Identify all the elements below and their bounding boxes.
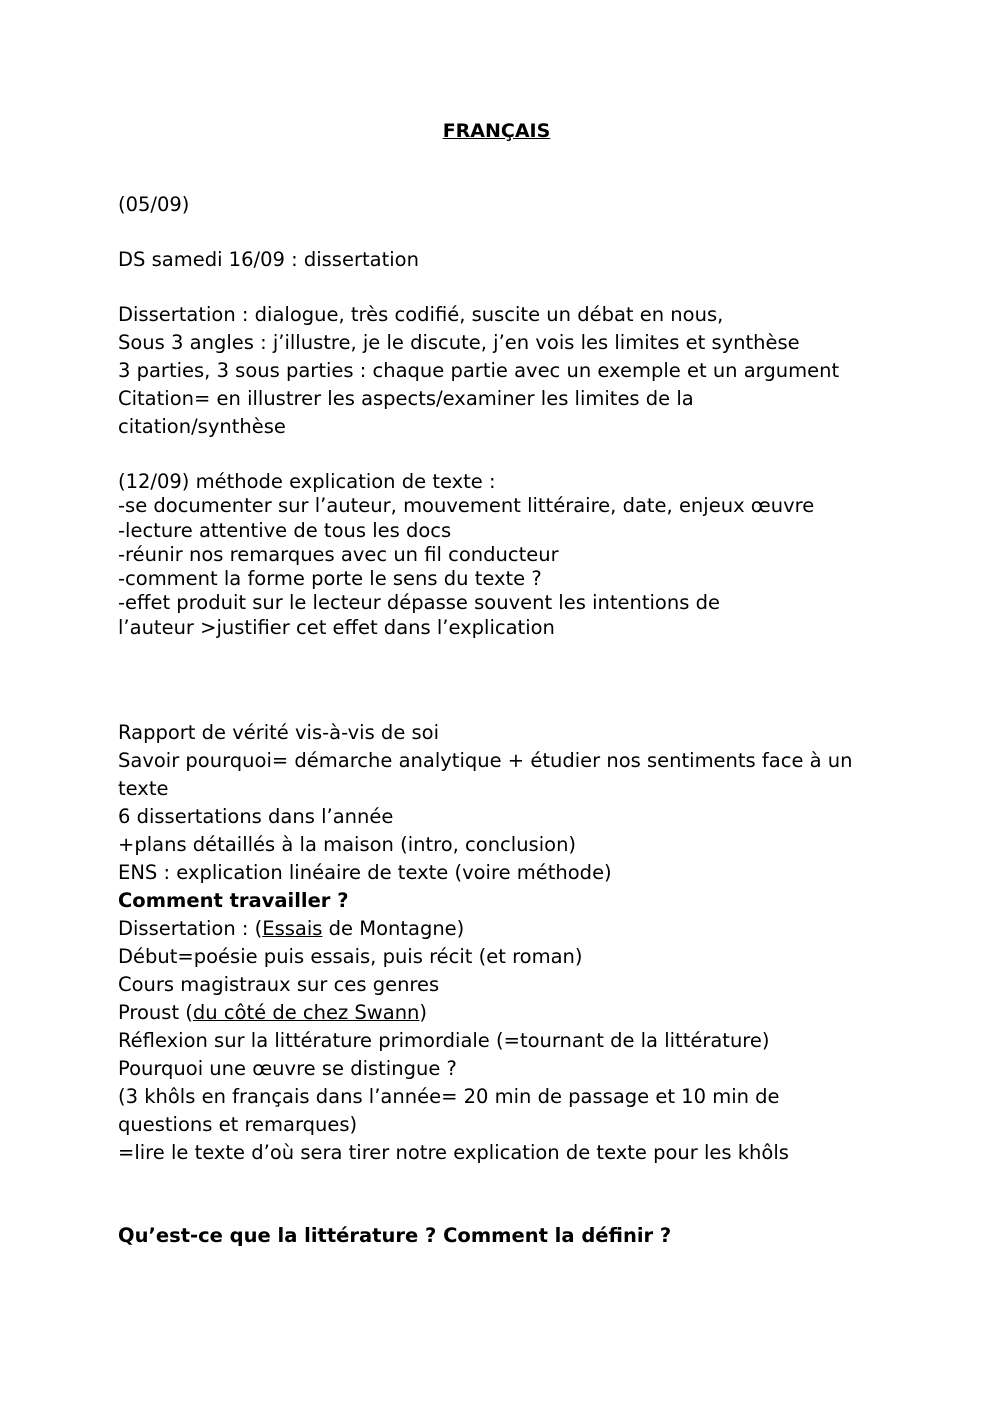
text-line: l’auteur >justifier cet effet dans l’explication	[118, 615, 555, 639]
ds-entry	[118, 246, 419, 274]
text-line: citation/synthèse	[118, 415, 286, 438]
question-text: Qu’est-ce que la littérature ? Comment la définir ?	[118, 1224, 672, 1247]
document-title: FRANÇAIS	[442, 120, 551, 142]
text-line: Cours magistraux sur ces genres	[118, 973, 440, 996]
text-segment: de Montagne)	[322, 917, 465, 940]
text-segment: )	[419, 1001, 428, 1024]
text-line: -effet produit sur le lecteur dépasse souvent les intentions de	[118, 591, 720, 615]
methode-section	[118, 470, 814, 640]
text-line: -comment la forme porte le sens du texte ?	[118, 567, 542, 591]
text-line: Pourquoi une œuvre se distingue ?	[118, 1057, 457, 1080]
notes-section	[118, 719, 853, 1167]
text-line: -se documenter sur l’auteur, mouvement littéraire, date, enjeux œuvre	[118, 494, 815, 518]
text-line: questions et remarques)	[118, 1113, 358, 1136]
dissertation-section	[118, 301, 839, 441]
text-line: (3 khôls en français dans l’année= 20 min de passage et 10 min de	[118, 1085, 780, 1108]
closing-question	[118, 1222, 671, 1250]
text-line: =lire le texte d’où sera tirer notre explication de texte pour les khôls	[118, 1141, 789, 1164]
text-line: (12/09) méthode explication de texte :	[118, 470, 496, 493]
book-title: du côté de chez Swann	[192, 1001, 420, 1024]
text-line: Rapport de vérité vis-à-vis de soi	[118, 721, 440, 744]
text-line: 6 dissertations dans l’année	[118, 805, 394, 828]
section-heading: Comment travailler ?	[118, 889, 349, 912]
text-line: Citation= en illustrer les aspects/examiner les limites de la	[118, 387, 694, 410]
book-title: Essais	[262, 917, 323, 940]
text-line: +plans détaillés à la maison (intro, conclusion)	[118, 833, 577, 856]
proust-line	[118, 999, 853, 1027]
text-line: Sous 3 angles : j’illustre, je le discute, j’en vois les limites et synthèse	[118, 331, 800, 354]
essais-line	[118, 915, 853, 943]
text-line: Début=poésie puis essais, puis récit (et roman)	[118, 945, 583, 968]
text-segment: Proust (	[118, 1001, 193, 1024]
date-entry	[118, 191, 189, 219]
text-line: ENS : explication linéaire de texte (voire méthode)	[118, 861, 612, 884]
date-text: (05/09)	[118, 193, 190, 216]
text-line: Dissertation : dialogue, très codifié, suscite un débat en nous,	[118, 303, 724, 326]
ds-text: DS samedi 16/09 : dissertation	[118, 248, 419, 271]
text-line: texte	[118, 777, 169, 800]
text-line: Savoir pourquoi= démarche analytique + étudier nos sentiments face à un	[118, 749, 853, 772]
text-segment: Dissertation : (	[118, 917, 263, 940]
text-line: -réunir nos remarques avec un fil conducteur	[118, 542, 559, 566]
text-line: 3 parties, 3 sous parties : chaque partie avec un exemple et un argument	[118, 359, 840, 382]
text-line: -lecture attentive de tous les docs	[118, 518, 452, 542]
text-line: Réflexion sur la littérature primordiale (=tournant de la littérature)	[118, 1029, 770, 1052]
